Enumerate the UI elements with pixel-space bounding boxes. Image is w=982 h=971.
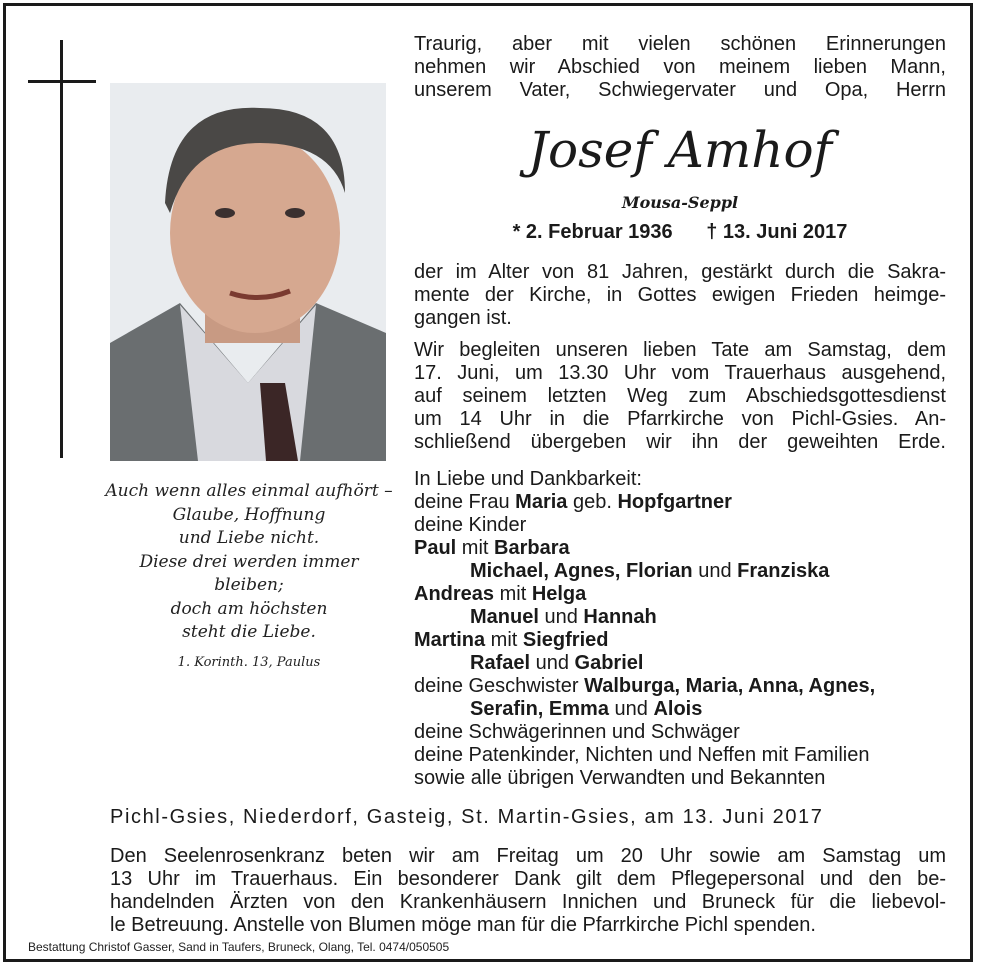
- family-child: Martina mit Siegfried: [414, 629, 609, 651]
- family-grandchildren: Michael, Agnes, Florian und Franziska: [470, 560, 830, 582]
- passing-text: der im Alter von 81 Jahren, gestärkt durch die Sakra- mente der Kirche, in Gottes ewigen Frieden heimge- gangen ist.: [414, 261, 946, 329]
- funeral-home-footer: Bestattung Christof Gasser, Sand in Taufers, Bruneck, Olang, Tel. 0474/050505: [28, 940, 450, 954]
- quote-line: und Liebe nicht.: [178, 528, 320, 548]
- bible-quote: [104, 480, 394, 674]
- nickname: Mousa-Seppl: [621, 193, 739, 212]
- quote-line: Glaube, Hoffnung: [172, 504, 326, 525]
- closing-text: Den Seelenrosenkranz beten wir am Freitag um 20 Uhr sowie am Samstag um 13 Uhr im Trauerhaus. Ein besonderer Dank gilt dem Pflegepersonal und den be- handelnden Ärzten von den Krankenhäusern Innichen und Bruneck für die liebevol- le Betreuung. Anstelle von Blumen möge man für die Pfarrkirche Pichl spenden.: [110, 845, 946, 936]
- family-siblings: deine Geschwister Walburga, Maria, Anna, Agnes,: [414, 675, 876, 697]
- family-grandchildren: Rafael und Gabriel: [470, 652, 644, 674]
- quote-line: doch am höchsten: [170, 598, 328, 619]
- birth-date: * 2. Februar 1936: [512, 221, 673, 243]
- funeral-text: Wir begleiten unseren lieben Tate am Samstag, dem 17. Juni, um 13.30 Uhr vom Trauerhaus ausgehend, auf seinem letzten Weg zum Abschiedsgottesdienst um 14 Uhr in die Pfarrkirche von Pichl-Gsies. An- schließend übergeben wir ihn der geweihten Erde.: [414, 339, 946, 453]
- intro-text: Traurig, aber mit vielen schönen Erinnerungen nehmen wir Abschied von meinem lieben Mann, unserem Vater, Schwiegervater und Opa, Herrn: [414, 33, 946, 101]
- family-child: Andreas mit Helga: [414, 583, 587, 605]
- family-grandchildren: Manuel und Hannah: [470, 606, 657, 628]
- family-wife: deine Frau Maria geb. Hopfgartner: [414, 491, 732, 513]
- quote-reference: 1. Korinth. 13, Paulus: [177, 654, 321, 670]
- place-date: Pichl-Gsies, Niederdorf, Gasteig, St. Martin-Gsies, am 13. Juni 2017: [110, 806, 824, 828]
- quote-line: Auch wenn alles einmal aufhört –: [105, 481, 393, 501]
- cross-icon-bar: [28, 80, 96, 83]
- quote-line: steht die Liebe.: [182, 622, 316, 642]
- quote-line: Diese drei werden immer bleiben;: [139, 551, 359, 595]
- deceased-name: Josef Amhof: [527, 121, 833, 179]
- family-siblings-cont: Serafin, Emma und Alois: [470, 698, 703, 720]
- family-child: Paul mit Barbara: [414, 537, 570, 559]
- portrait-photo: [110, 83, 386, 461]
- life-dates: [414, 221, 946, 244]
- cross-icon: [60, 40, 63, 458]
- family-list: In Liebe und Dankbarkeit: deine Frau Maria geb. Hopfgartner deine Kinder Paul mit Barbara Michael, Agnes, Florian und Franziska Andreas mit Helga Manuel und Hannah Martina mit Siegfried Rafael und Gabriel deine Geschwister Walburga, Maria, Anna, Agnes, Serafin, Emma und Alois deine Schwägerinnen und Schwäger deine Patenkinder, Nichten und Neffen mit Familien sowie alle übrigen Verwandten und Bekannten: [414, 468, 954, 790]
- death-date: † 13. Juni 2017: [706, 221, 848, 243]
